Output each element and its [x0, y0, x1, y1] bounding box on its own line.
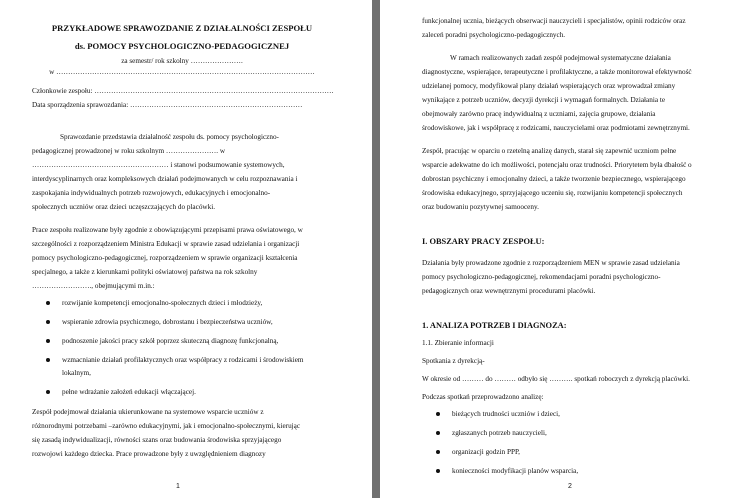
list-item-text: podnoszenie jakości pracy szkół poprzez skuteczną diagnozę funkcjonalną, [62, 337, 279, 345]
text-line: rozwojowi każdego dziecka. Prace prowadzone były z uwzględnieniem diagnozy [32, 450, 266, 458]
text-line: wsparcie adekwatne do ich możliwości, potencjału oraz trudności. Priorytetem była dbałość o [422, 161, 692, 169]
intro-paragraph [32, 130, 332, 214]
analysis-intro-line: Podczas spotkań przeprowadzono analizę: [422, 393, 544, 401]
document-page-1 [0, 0, 372, 498]
text-line: pomocy psychologiczno-pedagogicznej, rekomendacjami poradni psychologiczno- [422, 273, 661, 281]
list-item-text: zgłaszanych potrzeb nauczycieli, [452, 429, 547, 437]
text-line: wynikające z potrzeb uczniów, decyzji dyrekcji i wymagań formalnych. Działania te [422, 96, 666, 104]
list-item [444, 427, 720, 440]
support-paragraph [32, 405, 332, 461]
bullet-dot-icon [436, 450, 440, 454]
date-line: Data sporządzenia sprawozdania: ……………………………………………………………… [32, 101, 303, 109]
policy-bullet-list [32, 297, 332, 399]
members-line: Członkowie zespołu: ………………………………………………………………………………………. [32, 87, 334, 95]
text-line: różnorodnymi potrzebami –zarówno edukacyjnymi, jak i emocjonalno-społecznymi, kierując [32, 422, 301, 430]
bullet-dot-icon [46, 358, 50, 362]
text-line: dobrostan psychiczny i emocjonalny dzieci, a także tworzenie bezpiecznego, wspierającego [422, 175, 686, 183]
list-item-text: bieżących trudności uczniów i dzieci, [452, 410, 560, 418]
list-item [54, 297, 332, 310]
list-item [54, 316, 332, 329]
list-item [444, 408, 720, 421]
text-line: specjalnego, a także z kierunkami polityki oświatowej państwa na rok szkolny [32, 268, 258, 276]
text-line: Sprawozdanie przedstawia działalność zespołu ds. pomocy psychologiczno- [60, 133, 279, 141]
text-line: obejmowały zarówno pracę indywidualną z uczniami, zajęcia grupowe, działania [422, 110, 656, 118]
text-line: W ramach realizowanych zadań zespół podejmował systematyczne działania [450, 54, 671, 62]
continued-paragraph [422, 14, 720, 42]
subsection-heading: 1.1. Zbieranie informacji [422, 339, 494, 347]
report-subtitle: ds. POMOCY PSYCHOLOGICZNO-PEDAGOGICZNEJ [74, 41, 290, 51]
meetings-period-line: W okresie od ……… do ……… odbyło się ………. spotkań roboczych z dyrekcją placówki. [422, 375, 690, 383]
activities-paragraph [422, 51, 720, 135]
text-line: diagnostyczne, wspierające, terapeutyczne i profilaktyczne, a także monitorował efektywność [422, 68, 692, 76]
list-item-text: organizacji godzin PPP, [452, 448, 520, 456]
text-line: Działania były prowadzone zgodnie z rozporządzeniem MEN w sprawie zasad udzielania [422, 259, 680, 267]
text-line: zaspokajania indywidualnych potrzeb rozwojowych, edukacyjnych i emocjonalno- [32, 189, 271, 197]
text-line: oraz budowaniu pozytywnej samooceny. [422, 203, 539, 211]
bullet-dot-icon [436, 469, 440, 473]
text-line: funkcjonalnej ucznia, bieżących obserwacji nauczycieli i specjalistów, opinii rodziców oraz [422, 17, 686, 25]
text-line: środowiska edukacyjnego, sprzyjającego uczeniu się, rozwijaniu kompetencji społecznych [422, 189, 683, 197]
text-line: szczególności z rozporządzeniem Ministra Edukacji w sprawie zasad udzielania i organizacji [32, 240, 300, 248]
report-title: PRZYKŁADOWE SPRAWOZDANIE Z DZIAŁALNOŚCI ZESPOŁU [51, 23, 313, 33]
text-line: interdyscyplinarnych oraz kompleksowych działań podejmowanych w celu rozpoznawania i [32, 175, 298, 183]
section-heading-needs-analysis: 1. ANALIZA POTRZEB I DIAGNOZA: [422, 321, 567, 330]
text-line: społecznych uczniów oraz dzieci uczęszczających do placówki. [32, 203, 215, 211]
page-number: 1 [176, 483, 180, 490]
text-line: ……………………., obejmującymi m.in.: [32, 282, 155, 290]
analysis-bullet-list [422, 408, 720, 478]
list-item-text: pełne wdrażanie założeń edukacji włączającej. [62, 388, 196, 396]
text-line: udzielanej pomocy, modyfikował plany działań wspierających oraz wprowadzał zmiany [422, 82, 676, 90]
list-item [444, 446, 720, 459]
list-item-text: konieczności modyfikacji planów wsparcia, [452, 467, 579, 475]
section-heading-work-areas: I. OBSZARY PRACY ZESPOŁU: [422, 237, 545, 246]
bullet-dot-icon [46, 339, 50, 343]
list-item [54, 335, 332, 348]
bullet-dot-icon [46, 390, 50, 394]
text-line: się zasadą indywidualizacji, równości szans oraz budowania środowiska sprzyjającego [32, 436, 282, 444]
text-line: środowiskowe, jak i współpracę z rodzicami, nauczycielami oraz podmiotami zewnętrznymi. [422, 124, 690, 132]
document-page-2 [380, 0, 750, 498]
text-line: pomocy psychologiczno-pedagogicznej, rozporządzeniem w sprawie organizacji kształcenia [32, 254, 298, 262]
page-separator [372, 0, 380, 498]
place-line: w ……………………………………………………………………………………………… [49, 68, 315, 76]
list-item-text: wspieranie zdrowia psychicznego, dobrostanu i bezpieczeństwa uczniów, [62, 318, 273, 326]
list-item [54, 354, 332, 380]
text-line: zaleceń poradni psychologiczno-pedagogicznych. [422, 31, 566, 39]
bullet-dot-icon [436, 431, 440, 435]
text-line: pedagogicznej prowadzonej w roku szkolnym …………………. w [32, 147, 226, 155]
priorities-paragraph [422, 144, 720, 214]
text-line: ………………………………………………… i stanowi podsumowanie systemowych, [32, 161, 285, 169]
page-number: 2 [568, 483, 572, 490]
list-item [54, 386, 332, 399]
bullet-dot-icon [46, 320, 50, 324]
legal-basis-paragraph [32, 223, 332, 293]
list-item-text: wzmacnianie działań profilaktycznych oraz współpracy z rodzicami i środowiskiem lokalnym, [62, 356, 304, 377]
text-line: Prace zespołu realizowane były zgodnie z obowiązującymi przepisami prawa oświatowego, w [32, 226, 303, 234]
meetings-label: Spotkania z dyrekcją- [422, 357, 485, 365]
bullet-dot-icon [46, 301, 50, 305]
bullet-dot-icon [436, 412, 440, 416]
text-line: pedagogicznych oraz wewnętrznymi procedurami placówki. [422, 287, 596, 295]
text-line: Zespół podejmował działania ukierunkowane na systemowe wsparcie uczniów z [32, 408, 264, 416]
list-item [444, 465, 720, 478]
text-line: Zespół, pracując w oparciu o rzetelną analizę danych, starał się zapewnić uczniom pełne [422, 147, 677, 155]
list-item-text: rozwijanie kompetencji emocjonalno-społecznych dzieci i młodzieży, [62, 299, 263, 307]
regulations-paragraph [422, 256, 720, 298]
semester-line: za semestr/ rok szkolny …………………. [121, 57, 243, 65]
